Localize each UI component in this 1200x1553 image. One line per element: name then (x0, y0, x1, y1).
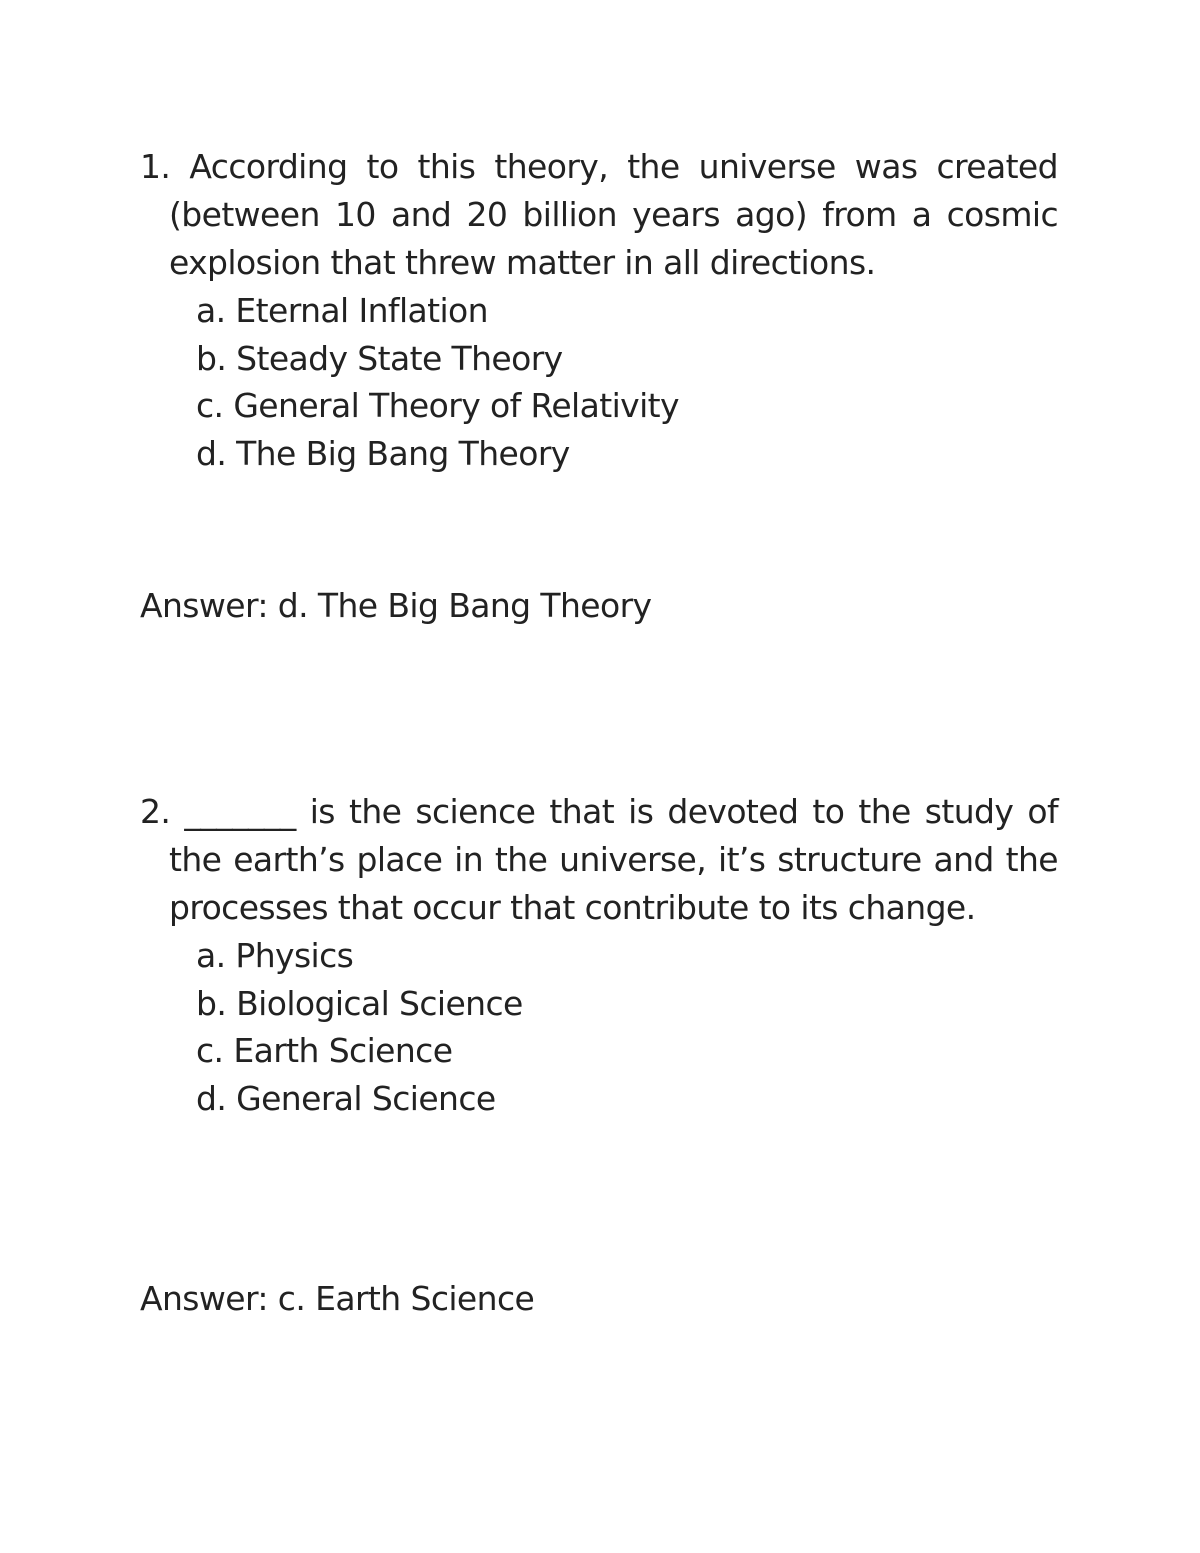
question-text: According to this theory, the universe was created (between 10 and 20 billion years ago) from a cosmic explosion that threw matter in all directions. (169, 147, 1058, 282)
option-d: d. General Science (196, 1078, 496, 1118)
question-text: _______ is the science that is devoted to the study of the earth’s place in the universe, it’s structure and the processes that occur that contribute to its change. (169, 792, 1059, 927)
option-b: b. Steady State Theory (196, 338, 563, 378)
question-1 (140, 143, 1058, 477)
answer-2: Answer: c. Earth Science (140, 1279, 535, 1318)
option-a: a. Physics (196, 936, 354, 975)
option-c: c. General Theory of Relativity (196, 386, 679, 425)
question-2-options (140, 932, 1058, 1122)
question-number: 2. (140, 792, 171, 831)
option-c: c. Earth Science (196, 1031, 453, 1070)
question-1-options (140, 287, 1058, 477)
question-number: 1. (140, 147, 171, 186)
question-1-stem (140, 143, 1058, 287)
option-a: a. Eternal Inflation (196, 291, 488, 330)
option-b: b. Biological Science (196, 983, 523, 1023)
question-2-stem (140, 788, 1058, 932)
option-d: d. The Big Bang Theory (196, 433, 570, 473)
answer-1: Answer: d. The Big Bang Theory (140, 586, 652, 625)
question-2 (140, 788, 1058, 1122)
